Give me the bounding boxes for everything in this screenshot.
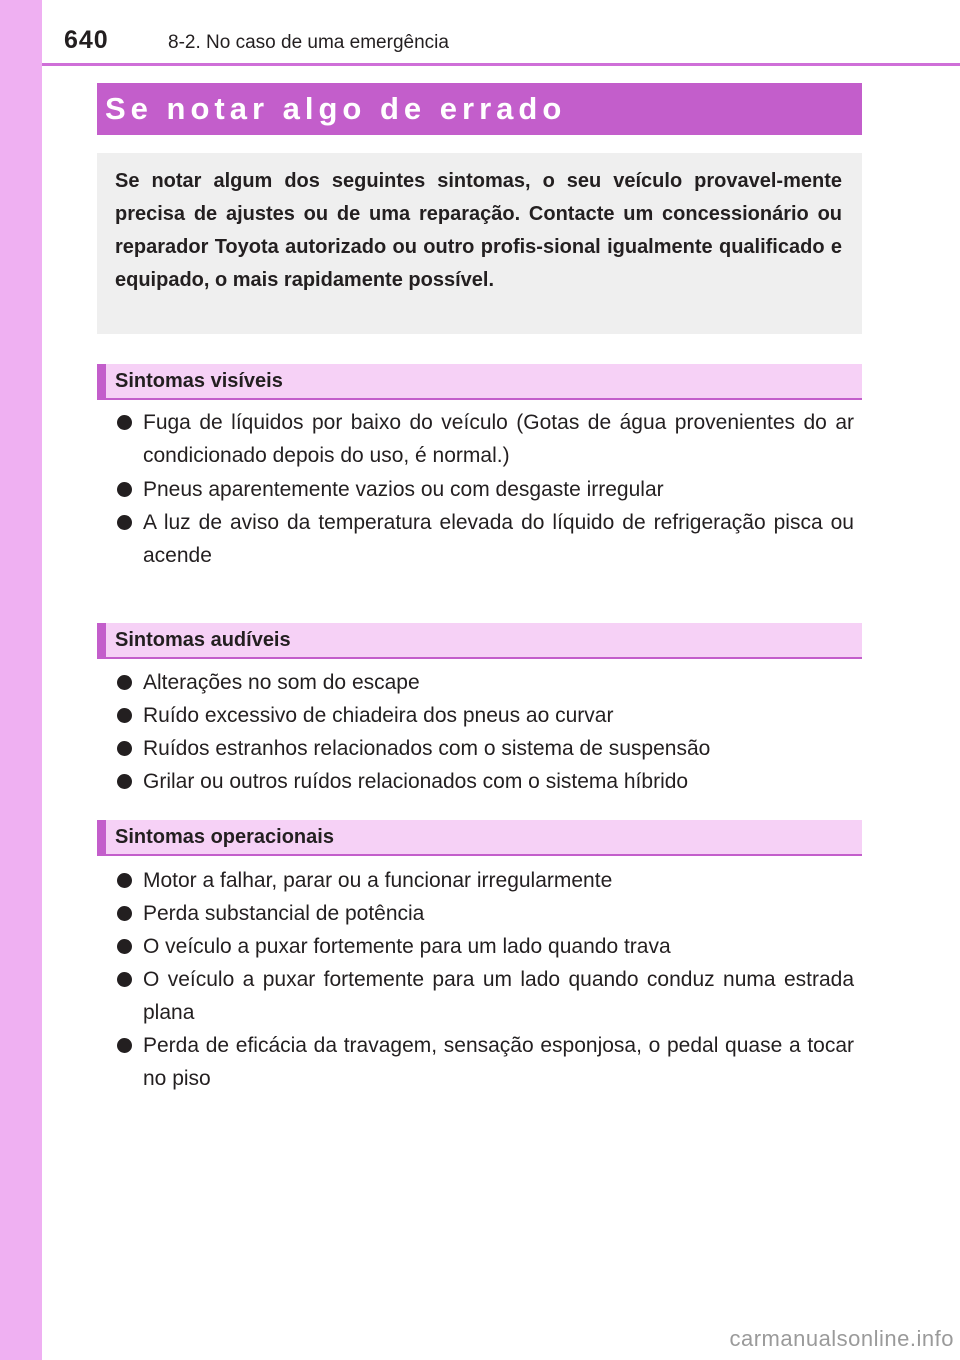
bullet-icon bbox=[117, 1038, 132, 1053]
intro-box bbox=[97, 153, 862, 334]
list-item: O veículo a puxar fortemente para um lado quando conduz numa estrada plana bbox=[97, 963, 862, 1029]
list-item: Fuga de líquidos por baixo do veículo (Gotas de água provenientes do ar condicionado depois do uso, é normal.) bbox=[97, 406, 862, 472]
list-item: Perda de eficácia da travagem, sensação esponjosa, o pedal quase a tocar no piso bbox=[97, 1029, 862, 1095]
audible-symptoms-list bbox=[97, 666, 862, 798]
section-label: 8-2. No caso de uma emergência bbox=[168, 32, 449, 53]
list-item: O veículo a puxar fortemente para um lado quando trava bbox=[97, 930, 862, 963]
header-divider bbox=[42, 63, 960, 66]
list-item: Alterações no som do escape bbox=[97, 666, 862, 699]
bullet-icon bbox=[117, 906, 132, 921]
list-item: Pneus aparentemente vazios ou com desgaste irregular bbox=[97, 473, 862, 506]
list-item: Ruído excessivo de chiadeira dos pneus ao curvar bbox=[97, 699, 862, 732]
subheader-label: Sintomas visíveis bbox=[115, 370, 283, 392]
list-item: A luz de aviso da temperatura elevada do líquido de refrigeração pisca ou acende bbox=[97, 506, 862, 572]
title-bar bbox=[97, 83, 862, 135]
subheader-audible-symptoms bbox=[97, 623, 862, 659]
bullet-icon bbox=[117, 873, 132, 888]
intro-text: Se notar algum dos seguintes sintomas, o seu veículo provavel-mente precisa de ajustes ou de uma reparação. Contacte um concessionário ou reparador Toyota autorizado ou outro profis-sional igualmente qualificado e equipado, o mais rapidamente possível. bbox=[115, 170, 842, 291]
bullet-icon bbox=[117, 741, 132, 756]
subheader-visible-symptoms bbox=[97, 364, 862, 400]
bullet-icon bbox=[117, 939, 132, 954]
bullet-icon bbox=[117, 515, 132, 530]
list-item: Ruídos estranhos relacionados com o sistema de suspensão bbox=[97, 732, 862, 765]
operational-symptoms-list bbox=[97, 864, 862, 1095]
bullet-icon bbox=[117, 415, 132, 430]
page-number: 640 bbox=[64, 26, 109, 54]
subheader-label: Sintomas audíveis bbox=[115, 629, 291, 651]
subheader-operational-symptoms bbox=[97, 820, 862, 856]
list-item: Grilar ou outros ruídos relacionados com o sistema híbrido bbox=[97, 765, 862, 798]
list-item: Perda substancial de potência bbox=[97, 897, 862, 930]
side-color-strip bbox=[0, 0, 42, 1360]
bullet-icon bbox=[117, 774, 132, 789]
bullet-icon bbox=[117, 972, 132, 987]
bullet-icon bbox=[117, 482, 132, 497]
watermark-text: carmanualsonline.info bbox=[729, 1326, 954, 1351]
subheader-label: Sintomas operacionais bbox=[115, 826, 334, 848]
bullet-icon bbox=[117, 708, 132, 723]
list-item: Motor a falhar, parar ou a funcionar irregularmente bbox=[97, 864, 862, 897]
page-title: Se notar algo de errado bbox=[105, 91, 567, 126]
visible-symptoms-list bbox=[97, 406, 862, 572]
bullet-icon bbox=[117, 675, 132, 690]
